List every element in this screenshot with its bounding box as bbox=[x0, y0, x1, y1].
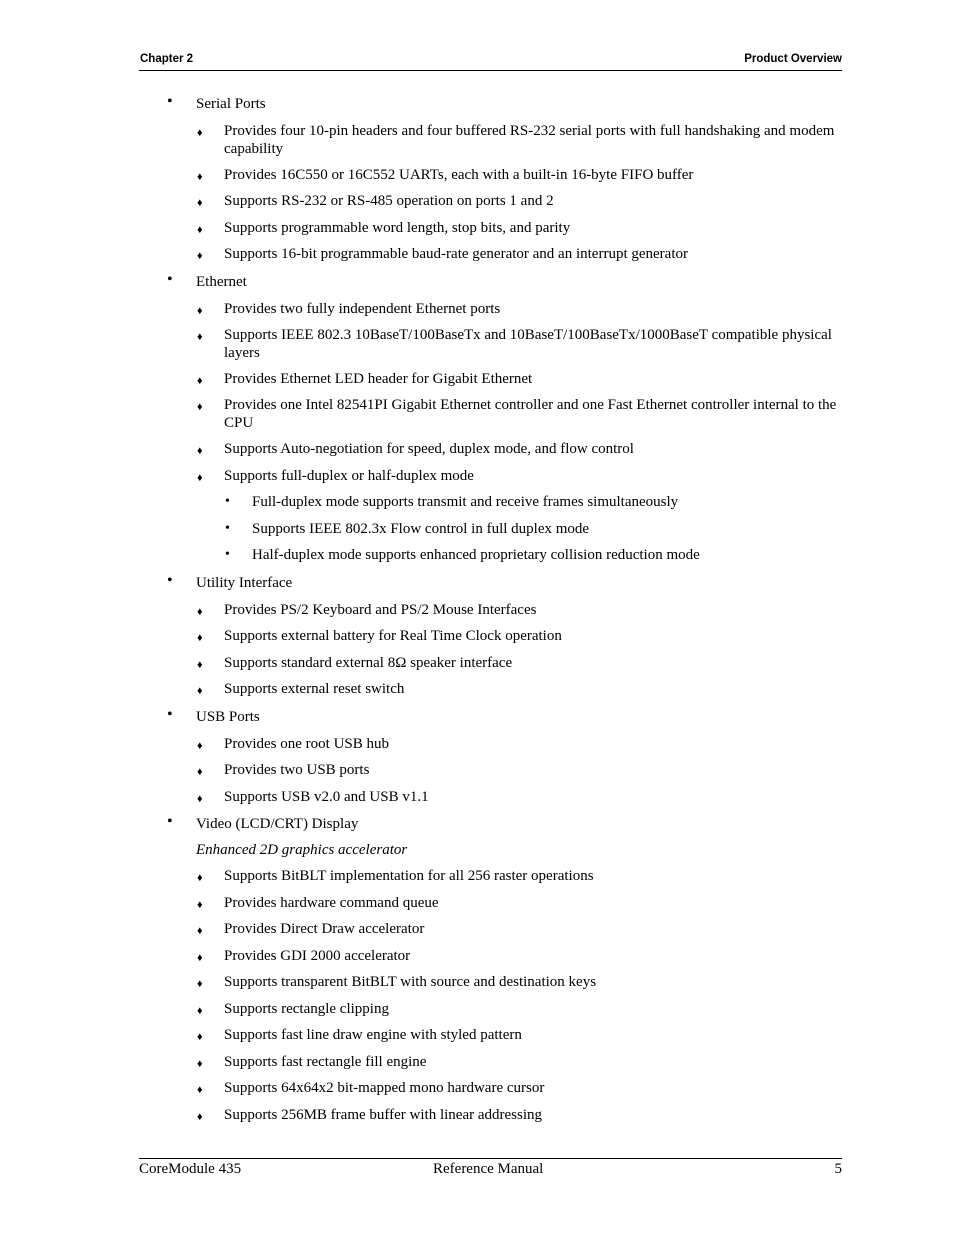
section-video-display bbox=[167, 813, 836, 833]
diamond-bullet-icon: ♦ bbox=[197, 632, 203, 644]
bullet-icon: • bbox=[167, 93, 173, 110]
section-title: USB Ports bbox=[196, 709, 260, 725]
diamond-bullet-icon: ♦ bbox=[197, 1084, 203, 1096]
list-item bbox=[197, 166, 844, 184]
list-item-text: Provides Ethernet LED header for Gigabit Ethernet bbox=[224, 371, 533, 387]
section-ethernet bbox=[167, 271, 836, 291]
list-item-text: Supports fast rectangle fill engine bbox=[224, 1054, 427, 1070]
list-item-text: Supports 256MB frame buffer with linear addressing bbox=[224, 1107, 542, 1123]
diamond-bullet-icon: ♦ bbox=[197, 659, 203, 671]
list-item-text: Supports programmable word length, stop bits, and parity bbox=[224, 220, 571, 236]
diamond-bullet-icon: ♦ bbox=[197, 606, 203, 618]
list-item-text: Supports fast line draw engine with styled pattern bbox=[224, 1027, 522, 1043]
list-item bbox=[197, 1079, 844, 1097]
sub-list-item bbox=[225, 546, 842, 564]
page-number: 5 bbox=[834, 1161, 842, 1177]
list-item bbox=[197, 735, 844, 753]
list-item-text: Provides one Intel 82541PI Gigabit Ethernet controller and one Fast Ethernet controller internal to the CPU bbox=[224, 397, 837, 431]
list-item bbox=[197, 467, 844, 485]
list-item bbox=[197, 219, 844, 237]
sub-list-item-text: Full-duplex mode supports transmit and receive frames simultaneously bbox=[252, 494, 679, 510]
diamond-bullet-icon: ♦ bbox=[197, 127, 203, 139]
small-bullet-icon: • bbox=[225, 547, 230, 562]
bullet-icon: • bbox=[167, 271, 173, 288]
list-item-text: Provides four 10-pin headers and four buffered RS-232 serial ports with full handshaking and modem capability bbox=[224, 123, 835, 157]
list-item-text: Supports RS-232 or RS-485 operation on ports 1 and 2 bbox=[224, 193, 554, 209]
diamond-bullet-icon: ♦ bbox=[197, 766, 203, 778]
section-title: Video (LCD/CRT) Display bbox=[196, 816, 359, 832]
list-item bbox=[197, 300, 844, 318]
list-item-text: Supports transparent BitBLT with source and destination keys bbox=[224, 974, 597, 990]
small-bullet-icon: • bbox=[225, 494, 230, 509]
diamond-bullet-icon: ♦ bbox=[197, 1058, 203, 1070]
list-item-text: Supports external battery for Real Time Clock operation bbox=[224, 628, 562, 644]
list-item bbox=[197, 601, 844, 619]
list-item-text: Supports 64x64x2 bit-mapped mono hardware cursor bbox=[224, 1080, 545, 1096]
page-footer bbox=[139, 1158, 842, 1177]
diamond-bullet-icon: ♦ bbox=[197, 1031, 203, 1043]
list-item-text: Supports BitBLT implementation for all 256 raster operations bbox=[224, 868, 594, 884]
list-item bbox=[197, 761, 844, 779]
list-item bbox=[197, 396, 844, 432]
list-item-text: Provides two USB ports bbox=[224, 762, 370, 778]
bullet-icon: • bbox=[167, 706, 173, 723]
section-note-text: Enhanced 2D graphics accelerator bbox=[196, 842, 408, 858]
list-item bbox=[197, 326, 844, 362]
small-bullet-icon: • bbox=[225, 521, 230, 536]
list-item-text: Supports Auto-negotiation for speed, duplex mode, and flow control bbox=[224, 441, 634, 457]
diamond-bullet-icon: ♦ bbox=[197, 899, 203, 911]
list-item bbox=[197, 920, 844, 938]
section-label: Product Overview bbox=[744, 53, 842, 65]
list-item bbox=[197, 245, 844, 263]
list-item bbox=[197, 122, 844, 158]
list-item-text: Supports IEEE 802.3 10BaseT/100BaseTx and 10BaseT/100BaseTx/1000BaseT compatible physical layers bbox=[224, 327, 832, 361]
list-item bbox=[197, 440, 844, 458]
sub-list-item bbox=[225, 493, 842, 511]
list-item bbox=[197, 1000, 844, 1018]
document-title: Reference Manual bbox=[433, 1161, 544, 1177]
diamond-bullet-icon: ♦ bbox=[197, 872, 203, 884]
diamond-bullet-icon: ♦ bbox=[197, 331, 203, 343]
section-note bbox=[196, 841, 836, 859]
list-item-text: Supports 16-bit programmable baud-rate generator and an interrupt generator bbox=[224, 246, 688, 262]
diamond-bullet-icon: ♦ bbox=[197, 401, 203, 413]
diamond-bullet-icon: ♦ bbox=[197, 952, 203, 964]
diamond-bullet-icon: ♦ bbox=[197, 793, 203, 805]
list-item bbox=[197, 947, 844, 965]
list-item-text: Supports USB v2.0 and USB v1.1 bbox=[224, 789, 429, 805]
diamond-bullet-icon: ♦ bbox=[197, 171, 203, 183]
list-item bbox=[197, 370, 844, 388]
list-item-text: Provides two fully independent Ethernet ports bbox=[224, 301, 501, 317]
diamond-bullet-icon: ♦ bbox=[197, 224, 203, 236]
list-item-text: Provides Direct Draw accelerator bbox=[224, 921, 425, 937]
list-item-text: Supports full-duplex or half-duplex mode bbox=[224, 468, 474, 484]
section-usb-ports bbox=[167, 706, 836, 726]
diamond-bullet-icon: ♦ bbox=[197, 1111, 203, 1123]
sub-list-item-text: Supports IEEE 802.3x Flow control in full duplex mode bbox=[252, 521, 590, 537]
list-item-text: Provides hardware command queue bbox=[224, 895, 439, 911]
chapter-label: Chapter 2 bbox=[140, 53, 194, 65]
list-item bbox=[197, 894, 844, 912]
product-name: CoreModule 435 bbox=[139, 1161, 242, 1177]
list-item-text: Provides GDI 2000 accelerator bbox=[224, 948, 411, 964]
diamond-bullet-icon: ♦ bbox=[197, 740, 203, 752]
list-item bbox=[197, 627, 844, 645]
list-item bbox=[197, 973, 844, 991]
diamond-bullet-icon: ♦ bbox=[197, 1005, 203, 1017]
list-item bbox=[197, 1053, 844, 1071]
diamond-bullet-icon: ♦ bbox=[197, 375, 203, 387]
sub-list-item-text: Half-duplex mode supports enhanced proprietary collision reduction mode bbox=[252, 547, 700, 563]
section-title: Serial Ports bbox=[196, 96, 266, 112]
sub-list-item bbox=[225, 520, 842, 538]
bullet-icon: • bbox=[167, 813, 173, 830]
diamond-bullet-icon: ♦ bbox=[197, 978, 203, 990]
section-title: Ethernet bbox=[196, 274, 247, 290]
list-item bbox=[197, 680, 844, 698]
list-item bbox=[197, 788, 844, 806]
page-header bbox=[139, 52, 842, 71]
list-item-text: Provides 16C550 or 16C552 UARTs, each with a built-in 16-byte FIFO buffer bbox=[224, 167, 694, 183]
bullet-icon: • bbox=[167, 572, 173, 589]
diamond-bullet-icon: ♦ bbox=[197, 445, 203, 457]
section-serial-ports bbox=[167, 93, 836, 113]
list-item-text: Supports rectangle clipping bbox=[224, 1001, 389, 1017]
diamond-bullet-icon: ♦ bbox=[197, 472, 203, 484]
diamond-bullet-icon: ♦ bbox=[197, 925, 203, 937]
list-item bbox=[197, 654, 844, 672]
list-item bbox=[197, 867, 844, 885]
list-item-text: Supports standard external 8Ω speaker interface bbox=[224, 655, 513, 671]
diamond-bullet-icon: ♦ bbox=[197, 685, 203, 697]
list-item bbox=[197, 192, 844, 210]
list-item-text: Provides one root USB hub bbox=[224, 736, 389, 752]
section-utility-interface bbox=[167, 572, 836, 592]
diamond-bullet-icon: ♦ bbox=[197, 197, 203, 209]
section-title: Utility Interface bbox=[196, 575, 293, 591]
diamond-bullet-icon: ♦ bbox=[197, 250, 203, 262]
list-item bbox=[197, 1026, 844, 1044]
diamond-bullet-icon: ♦ bbox=[197, 305, 203, 317]
list-item-text: Supports external reset switch bbox=[224, 681, 405, 697]
list-item bbox=[197, 1106, 844, 1124]
list-item-text: Provides PS/2 Keyboard and PS/2 Mouse Interfaces bbox=[224, 602, 537, 618]
